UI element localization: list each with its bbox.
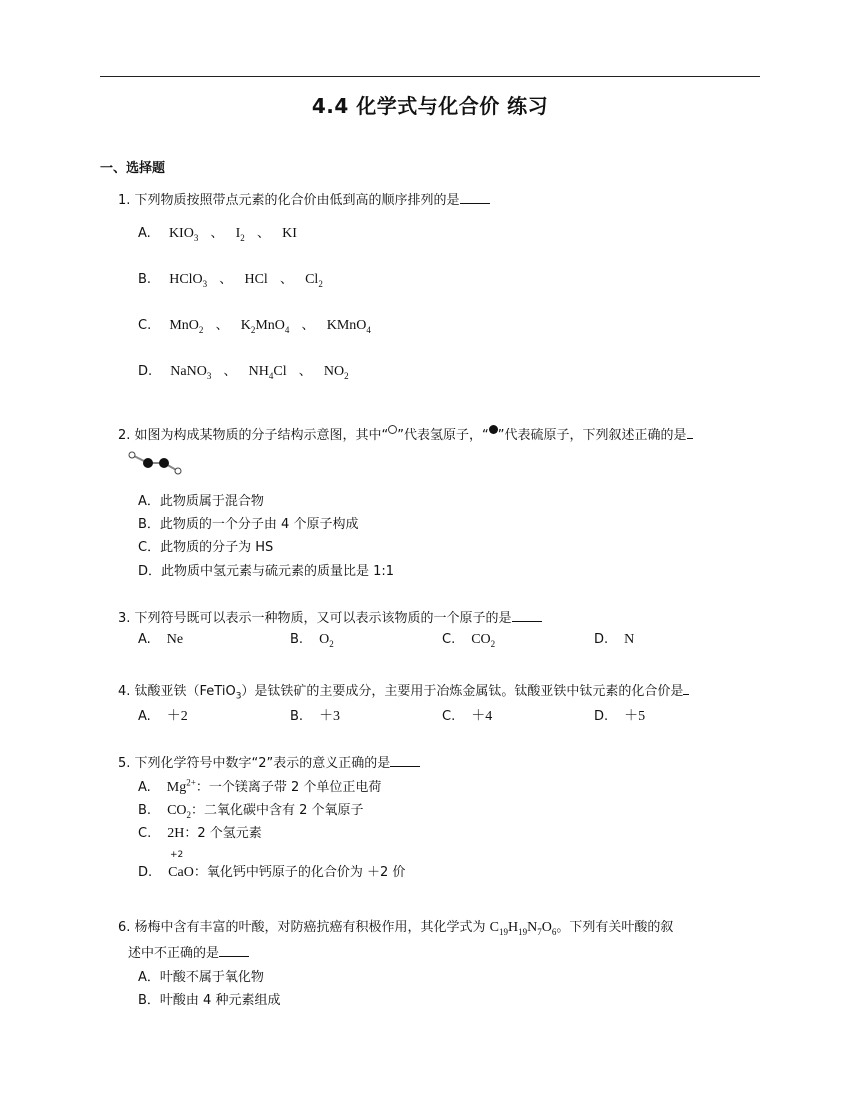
answer-blank [219,944,249,957]
separator: 、 [279,272,293,287]
sulfur-atom-icon [489,425,498,434]
q2-option-c: C．此物质的分子为 HS [138,540,274,555]
q3-option-a: A. Ne [138,632,184,647]
separator: 、 [215,318,229,333]
formula: $KIO_3$ [168,226,199,243]
separator: 、 [210,226,224,241]
question-2-stem: 2. 如图为构成某物质的分子结构示意图，其中“ [118,428,389,443]
separator: 、 [219,272,233,287]
q3-option-d: D. N [594,632,635,647]
folic-acid-formula: $C_{19}H_{19}N_7O_6$ [489,920,557,937]
question-1-stem: 1. 下列物质按照带点元素的化合价由低到高的顺序排列的是 [118,193,460,208]
q1-option-d [138,360,349,381]
formula: HCl [244,272,268,287]
q1-option-b [138,268,323,289]
q1-option-c [138,314,371,335]
option-letter: A. [138,226,151,241]
section-heading: 一、选择题 [100,161,166,176]
answer-blank [683,682,689,695]
answer-blank [512,609,542,622]
answer-blank [390,754,420,767]
formula: NaNO$_3$ [170,364,212,381]
formula: $NO_2$ [323,364,349,381]
question-6: 6. 杨梅中含有丰富的叶酸，对防癌抗癌有积极作用，其化学式为 $C_{19}H_{19}N_7O_6$。下列有关叶酸的叙 [118,920,674,937]
q4-option-d: D. ＋5 [594,709,646,724]
question-4-stem: 4. 钛酸亚铁（FeTiO [118,684,236,699]
question-2-stem-mid: ”代表氢原子，“ [397,428,489,443]
formula: $I_2$ [235,226,245,243]
q5-option-b: B. $CO_2$：二氧化碳中含有 2 个氧原子 [138,803,364,820]
separator: 、 [223,364,237,379]
question-5-stem: 5. 下列化学符号中数字“2”表示的意义正确的是 [118,756,391,771]
question-6-stem-cont: 述中不正确的是 [128,942,249,961]
formula: KMnO$_4$ [326,318,371,335]
q4-option-a: A. ＋2 [138,709,188,724]
q2-option-d: D．此物质中氢元素与硫元素的质量比是 1:1 [138,564,395,579]
q4-option-c: C. ＋4 [442,709,493,724]
valence-mark: +2 [170,850,184,860]
question-2 [118,424,693,443]
question-4: 4. 钛酸亚铁（FeTiO$_3$）是钛铁矿的主要成分，主要用于冶炼金属钛。钛酸亚铁中钛元素的化合价是 [118,680,689,702]
option-letter: B. [138,272,152,287]
formula: KI [282,226,297,241]
q4-option-b: B. ＋3 [290,709,341,724]
hydrogen-atom [175,468,181,474]
q2-option-b: B．此物质的一个分子由 4 个原子构成 [138,517,359,532]
question-3-stem: 3. 下列符号既可以表示一种物质，又可以表示该物质的一个原子的是 [118,611,512,626]
option-letter: D. [138,364,153,379]
q6-option-b: B．叶酸由 4 种元素组成 [138,993,281,1008]
formula: $K_2MnO_4$ [240,318,290,335]
q5-option-d: D. CaO：氧化钙中钙原子的化合价为 ＋2 价 [138,865,406,880]
separator: 、 [256,226,270,241]
question-5 [118,752,420,771]
header-rule [100,76,760,77]
q5-option-c: C. 2H：2 个氢元素 [138,826,262,841]
answer-blank [460,191,490,204]
hydrogen-atom-icon [388,425,397,434]
molecule-diagram [128,451,188,477]
question-2-stem-end: ”代表硫原子，下列叙述正确的是 [497,428,687,443]
sulfur-atom [143,458,153,468]
hydrogen-atom [129,452,135,458]
formula: $Cl_2$ [305,272,323,289]
formula: HClO$_3$ [169,272,208,289]
formula: MnO$_2$ [169,318,204,335]
answer-blank [687,426,693,439]
q3-option-b: B. $O_2$ [290,632,334,649]
formula: $NH_4Cl$ [248,364,287,381]
page-title: 4.4 化学式与化合价 练习 [311,94,549,118]
q1-option-a [138,222,297,243]
q5-option-a: A. $Mg^{2+}$：一个镁离子带 2 个单位正电荷 [138,777,382,795]
q2-option-a: A．此物质属于混合物 [138,494,264,509]
question-1 [118,189,490,208]
q3-option-c: C. $CO_2$ [442,632,496,649]
separator: 、 [298,364,312,379]
option-letter: C. [138,318,152,333]
separator: 、 [301,318,315,333]
question-6-stem: 6. 杨梅中含有丰富的叶酸，对防癌抗癌有积极作用，其化学式为 [118,920,490,935]
question-3 [118,607,542,626]
sulfur-atom [159,458,169,468]
q6-option-a: A．叶酸不属于氧化物 [138,970,264,985]
